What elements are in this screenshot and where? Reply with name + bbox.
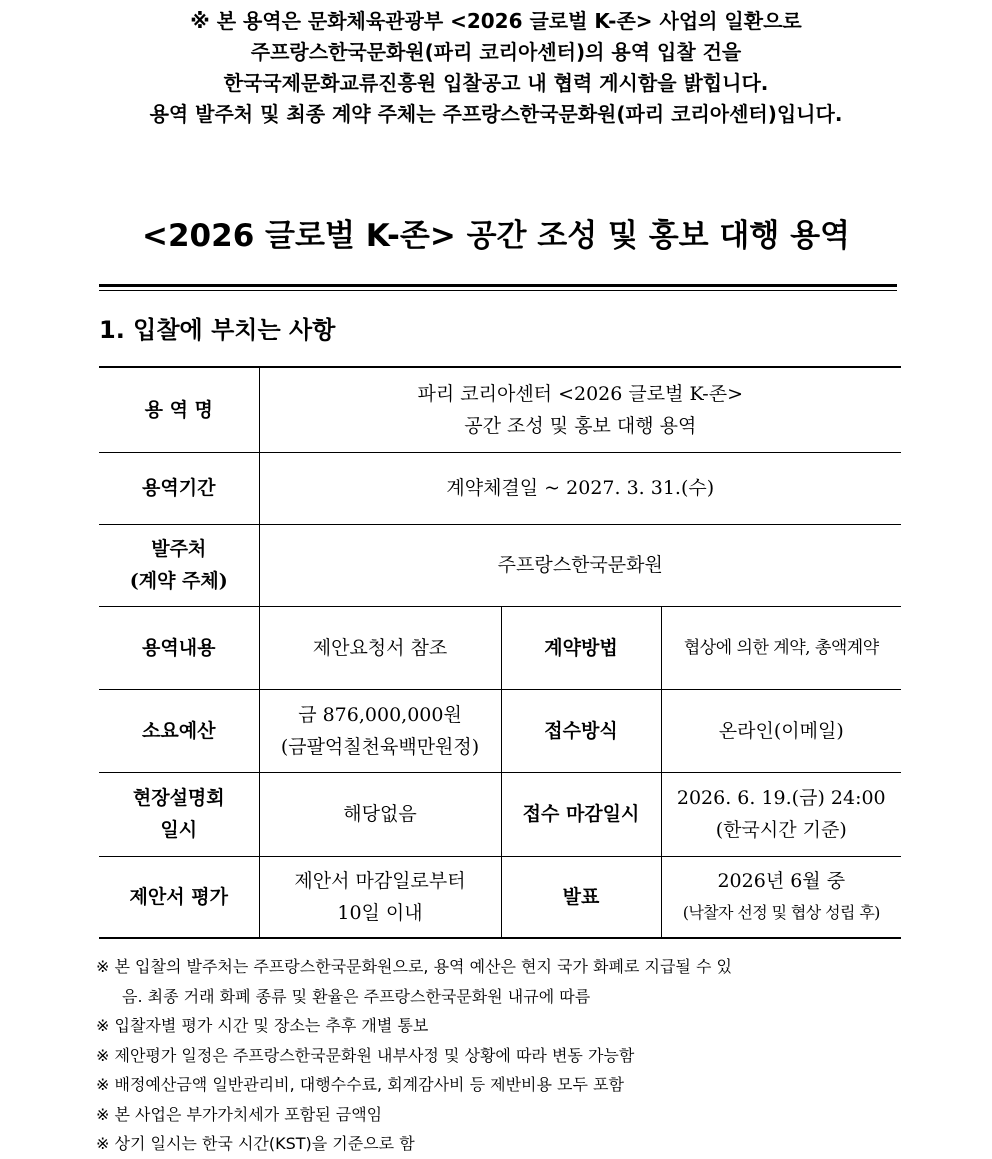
- service-name-label: 용 역 명: [99, 367, 259, 452]
- briefing-label-line-2: 일시: [160, 819, 198, 841]
- briefing-label: [99, 772, 259, 856]
- budget-amount-korean: (금팔억칠천육백만원정): [280, 735, 480, 758]
- orderer-label-line-2: (계약 주체): [129, 570, 228, 592]
- notes-list: [96, 952, 902, 1159]
- notice-line-1: ※ 본 용역은 문화체육관광부 <2026 글로벌 K-존> 사업의 일환으로: [190, 9, 802, 33]
- table-row-period: [99, 452, 901, 524]
- bid-info-table: [99, 366, 901, 939]
- section-heading-1: 1. 입찰에 부치는 사항: [99, 316, 336, 344]
- table-row-evaluation: [99, 856, 901, 938]
- deadline-value: [661, 772, 901, 856]
- period-label: 용역기간: [99, 452, 259, 524]
- deadline-timezone: (한국시간 기준): [715, 819, 847, 841]
- evaluation-value: [259, 856, 501, 938]
- service-name-line-1: 파리 코리아센터 <2026 글로벌 K-존>: [417, 382, 743, 405]
- contract-method-value: 협상에 의한 계약, 총액계약: [661, 606, 901, 689]
- announcement-value: [661, 856, 901, 938]
- evaluation-label: 제안서 평가: [99, 856, 259, 938]
- evaluation-line-2: 10일 이내: [337, 901, 423, 924]
- notice-line-2: 주프랑스한국문화원(파리 코리아센터)의 용역 입찰 건을: [250, 40, 742, 64]
- title-divider-thin: [99, 290, 897, 291]
- notice-line-4: 용역 발주처 및 최종 계약 주체는 주프랑스한국문화원(파리 코리아센터)입니다.: [149, 102, 843, 126]
- table-row-orderer: [99, 524, 901, 606]
- orderer-label-line-1: 발주처: [151, 538, 207, 560]
- note-currency-continued: 음. 최종 거래 화폐 종류 및 환율은 주프랑스한국문화원 내규에 따름: [122, 986, 591, 1006]
- budget-label: 소요예산: [99, 689, 259, 772]
- briefing-value: 해당없음: [259, 772, 501, 856]
- orderer-value: 주프랑스한국문화원: [259, 524, 901, 606]
- submission-method-value: 온라인(이메일): [661, 689, 901, 772]
- notice-line-3: 한국국제문화교류진흥원 입찰공고 내 협력 게시함을 밝힙니다.: [223, 71, 769, 95]
- note-currency: ※ 본 입찰의 발주처는 주프랑스한국문화원으로, 용역 예산은 현지 국가 화폐로 지급될 수 있: [96, 957, 732, 976]
- announcement-label: 발표: [501, 856, 661, 938]
- content-value: 제안요청서 참조: [259, 606, 501, 689]
- note-kst-basis: ※ 상기 일시는 한국 시간(KST)을 기준으로 함: [96, 1134, 415, 1153]
- period-value: 계약체결일 ~ 2027. 3. 31.(수): [259, 452, 901, 524]
- table-row-service-name: [99, 367, 901, 452]
- note-budget-inclusions: ※ 배정예산금액 일반관리비, 대행수수료, 회계감사비 등 제반비용 모두 포함: [96, 1075, 624, 1094]
- service-name-line-2: 공간 조성 및 홍보 대행 용역: [464, 414, 697, 437]
- content-label: 용역내용: [99, 606, 259, 689]
- table-row-content: [99, 606, 901, 689]
- note-schedule-change: ※ 제안평가 일정은 주프랑스한국문화원 내부사정 및 상황에 따라 변동 가능함: [96, 1045, 635, 1065]
- deadline-label: 접수 마감일시: [501, 772, 661, 856]
- note-evaluation-schedule: ※ 입찰자별 평가 시간 및 장소는 추후 개별 통보: [96, 1016, 429, 1035]
- note-vat-included: ※ 본 사업은 부가가치세가 포함된 금액임: [96, 1104, 383, 1124]
- table-row-briefing: [99, 772, 901, 856]
- evaluation-line-1: 제안서 마감일로부터: [294, 869, 466, 892]
- announcement-line-1: 2026년 6월 중: [717, 869, 846, 892]
- contract-method-label: 계약방법: [501, 606, 661, 689]
- briefing-label-line-1: 현장설명회: [132, 787, 225, 809]
- title-divider-thick: [99, 284, 897, 287]
- orderer-label: [99, 524, 259, 606]
- service-name-value: [259, 367, 901, 452]
- cooperation-notice: [0, 6, 992, 130]
- table-row-budget: [99, 689, 901, 772]
- document-title: <2026 글로벌 K-존> 공간 조성 및 홍보 대행 용역: [142, 218, 850, 254]
- submission-method-label: 접수방식: [501, 689, 661, 772]
- deadline-datetime: 2026. 6. 19.(금) 24:00: [676, 787, 886, 809]
- announcement-line-2: (낙찰자 선정 및 협상 성립 후): [682, 902, 880, 922]
- budget-value: [259, 689, 501, 772]
- budget-amount: 금 876,000,000원: [298, 703, 462, 726]
